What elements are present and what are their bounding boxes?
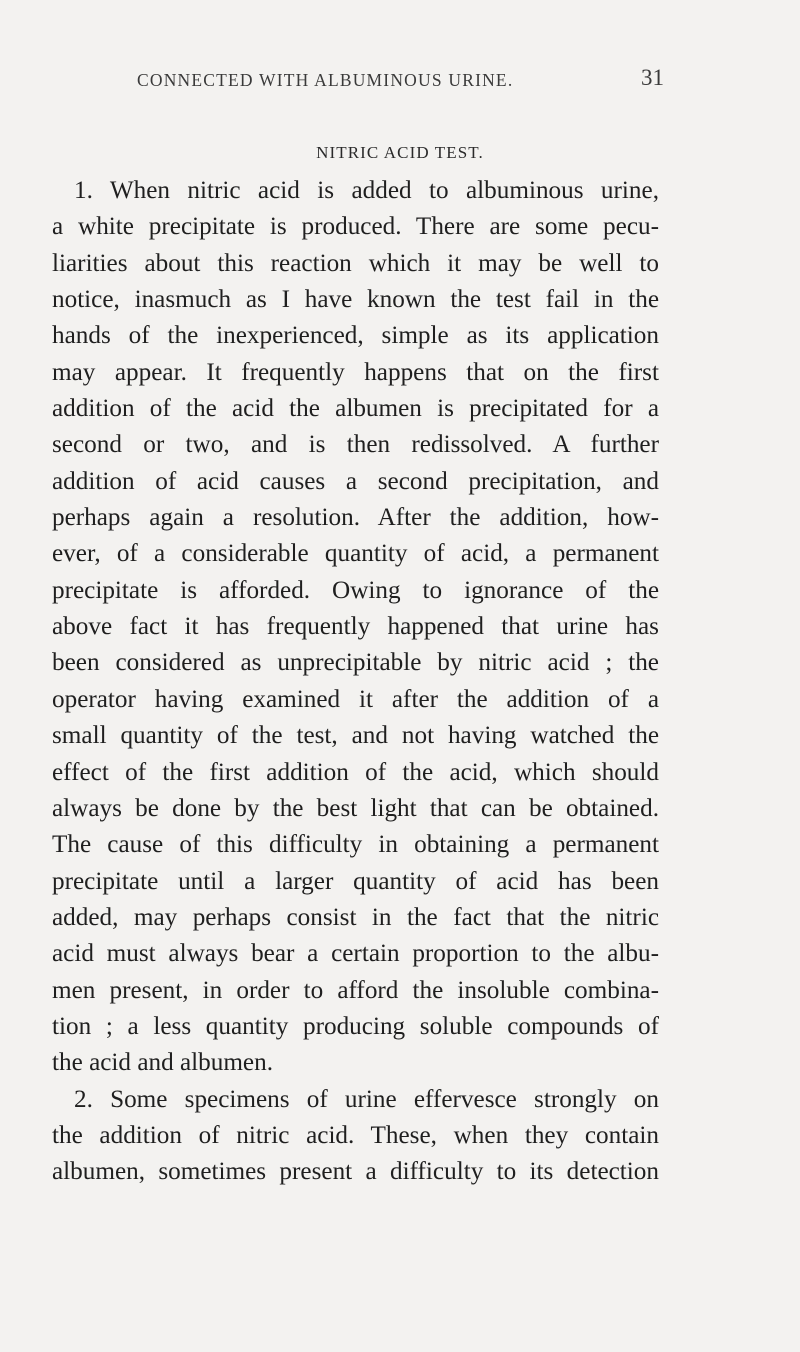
text-line: tion ; a less quantity producing soluble compounds of (52, 1012, 659, 1040)
text-line: addition of acid causes a second precipitation, and (52, 467, 659, 495)
text-line: precipitate is afforded. Owing to ignorance of the (52, 576, 659, 604)
text-line: liarities about this reaction which it may be well to (52, 249, 659, 277)
text-line: precipitate until a larger quantity of acid has been (52, 867, 659, 895)
text-line: acid must always bear a certain proportion to the albu- (52, 940, 659, 968)
text-line: notice, inasmuch as I have known the test fail in the (52, 286, 659, 314)
running-head (0, 62, 800, 102)
page-number: 31 (641, 65, 664, 90)
text-line: a white precipitate is produced. There are some pecu- (52, 213, 659, 241)
text-line: always be done by the best light that can be obtained. (52, 794, 659, 822)
text-line: effect of the first addition of the acid, which should (52, 758, 659, 786)
text-line: addition of the acid the albumen is precipitated for a (52, 395, 659, 423)
text-line: hands of the inexperienced, simple as its application (52, 322, 659, 350)
text-line: may appear. It frequently happens that on the first (52, 358, 659, 386)
text-line: small quantity of the test, and not having watched the (52, 722, 659, 750)
text-line: above fact it has frequently happened that urine has (52, 613, 659, 641)
body-text (52, 173, 659, 1191)
text-line: perhaps again a resolution. After the addition, how- (52, 504, 659, 532)
text-line: the addition of nitric acid. These, when they contain (52, 1121, 659, 1149)
text-line: albumen, sometimes present a difficulty to its detection (52, 1158, 659, 1186)
section-title: NITRIC ACID TEST. (316, 143, 484, 162)
text-line: 2. Some specimens of urine effervesce strongly on (74, 1085, 659, 1113)
text-line: operator having examined it after the addition of a (52, 685, 659, 713)
text-line: 1. When nitric acid is added to albuminous urine, (74, 177, 659, 204)
running-title: CONNECTED WITH ALBUMINOUS URINE. (137, 70, 514, 90)
text-line: the acid and albumen. (52, 1049, 274, 1077)
text-line: The cause of this difficulty in obtaining a permanent (52, 831, 659, 859)
text-line: added, may perhaps consist in the fact that the nitric (52, 903, 659, 931)
text-line: second or two, and is then redissolved. A further (52, 431, 659, 459)
text-line: men present, in order to afford the insoluble combina- (52, 976, 659, 1004)
text-line: ever, of a considerable quantity of acid, a permanent (52, 540, 659, 568)
text-line: been considered as unprecipitable by nitric acid ; the (52, 649, 659, 677)
